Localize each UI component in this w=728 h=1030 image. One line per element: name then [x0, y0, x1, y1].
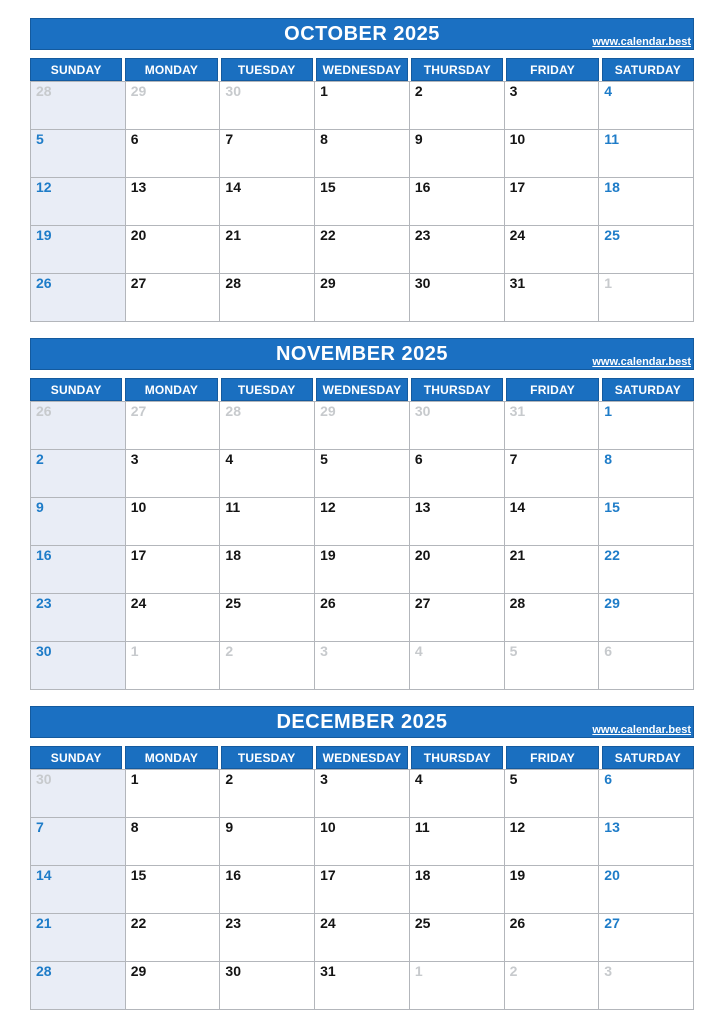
day-cell: 10 [505, 130, 599, 177]
day-cell: 3 [505, 82, 599, 129]
day-cell: 9 [31, 498, 125, 545]
weekday-header-wed: WEDNESDAY [316, 58, 408, 81]
day-cell: 2 [410, 82, 504, 129]
day-cell: 14 [220, 178, 314, 225]
day-cell: 12 [31, 178, 125, 225]
day-cell: 1 [599, 274, 693, 321]
day-cell: 30 [220, 962, 314, 1009]
day-cell: 3 [315, 642, 409, 689]
weekday-header-row [30, 378, 694, 401]
day-cell: 3 [126, 450, 220, 497]
month-title: OCTOBER 2025 [284, 22, 440, 45]
day-cell: 15 [126, 866, 220, 913]
weekday-header-fri: FRIDAY [506, 746, 598, 769]
day-cell: 2 [220, 770, 314, 817]
day-cell: 1 [599, 402, 693, 449]
day-cell: 4 [410, 770, 504, 817]
day-cell: 18 [220, 546, 314, 593]
weekday-header-sun: SUNDAY [30, 58, 122, 81]
day-cell: 12 [505, 818, 599, 865]
weekday-header-sat: SATURDAY [602, 746, 694, 769]
month-grid [30, 769, 694, 1010]
month-grid [30, 81, 694, 322]
day-cell: 3 [315, 770, 409, 817]
day-cell: 30 [410, 402, 504, 449]
weekday-header-sun: SUNDAY [30, 378, 122, 401]
weekday-header-wed: WEDNESDAY [316, 746, 408, 769]
day-cell: 5 [505, 770, 599, 817]
weekday-header-sun: SUNDAY [30, 746, 122, 769]
day-cell: 16 [220, 866, 314, 913]
day-cell: 23 [220, 914, 314, 961]
day-cell: 13 [599, 818, 693, 865]
day-cell: 22 [315, 226, 409, 273]
weekday-header-fri: FRIDAY [506, 58, 598, 81]
month-november-2025 [30, 338, 694, 690]
day-cell: 20 [126, 226, 220, 273]
weekday-header-tue: TUESDAY [221, 58, 313, 81]
day-cell: 30 [31, 642, 125, 689]
day-cell: 3 [599, 962, 693, 1009]
day-cell: 7 [220, 130, 314, 177]
day-cell: 29 [315, 274, 409, 321]
day-cell: 12 [315, 498, 409, 545]
day-cell: 4 [599, 82, 693, 129]
day-cell: 5 [31, 130, 125, 177]
day-cell: 8 [599, 450, 693, 497]
day-cell: 29 [599, 594, 693, 641]
day-cell: 13 [126, 178, 220, 225]
day-cell: 26 [31, 402, 125, 449]
day-cell: 27 [126, 274, 220, 321]
day-cell: 4 [410, 642, 504, 689]
day-cell: 29 [126, 962, 220, 1009]
day-cell: 7 [31, 818, 125, 865]
day-cell: 13 [410, 498, 504, 545]
day-cell: 20 [410, 546, 504, 593]
day-cell: 2 [505, 962, 599, 1009]
day-cell: 28 [220, 274, 314, 321]
day-cell: 28 [220, 402, 314, 449]
day-cell: 26 [505, 914, 599, 961]
day-cell: 27 [410, 594, 504, 641]
day-cell: 8 [315, 130, 409, 177]
day-cell: 17 [315, 866, 409, 913]
day-cell: 22 [126, 914, 220, 961]
day-cell: 16 [410, 178, 504, 225]
day-cell: 1 [126, 770, 220, 817]
day-cell: 11 [410, 818, 504, 865]
day-cell: 9 [410, 130, 504, 177]
day-cell: 5 [315, 450, 409, 497]
day-cell: 28 [505, 594, 599, 641]
day-cell: 25 [410, 914, 504, 961]
weekday-header-wed: WEDNESDAY [316, 378, 408, 401]
day-cell: 2 [220, 642, 314, 689]
day-cell: 4 [220, 450, 314, 497]
day-cell: 1 [126, 642, 220, 689]
day-cell: 15 [599, 498, 693, 545]
day-cell: 6 [599, 642, 693, 689]
weekday-header-tue: TUESDAY [221, 746, 313, 769]
day-cell: 22 [599, 546, 693, 593]
month-title-bar [30, 338, 694, 370]
day-cell: 30 [220, 82, 314, 129]
weekday-header-tue: TUESDAY [221, 378, 313, 401]
day-cell: 29 [315, 402, 409, 449]
weekday-header-sat: SATURDAY [602, 58, 694, 81]
weekday-header-mon: MONDAY [125, 378, 217, 401]
weekday-header-mon: MONDAY [125, 746, 217, 769]
day-cell: 16 [31, 546, 125, 593]
day-cell: 2 [31, 450, 125, 497]
day-cell: 17 [505, 178, 599, 225]
day-cell: 17 [126, 546, 220, 593]
day-cell: 6 [410, 450, 504, 497]
day-cell: 6 [599, 770, 693, 817]
calendar-page [30, 0, 694, 1010]
calendar-best-link[interactable]: www.calendar.best [592, 356, 691, 368]
month-grid [30, 401, 694, 690]
day-cell: 29 [126, 82, 220, 129]
day-cell: 7 [505, 450, 599, 497]
day-cell: 21 [505, 546, 599, 593]
day-cell: 31 [505, 274, 599, 321]
weekday-header-thu: THURSDAY [411, 378, 503, 401]
day-cell: 5 [505, 642, 599, 689]
day-cell: 15 [315, 178, 409, 225]
day-cell: 18 [410, 866, 504, 913]
day-cell: 9 [220, 818, 314, 865]
day-cell: 24 [126, 594, 220, 641]
month-title: DECEMBER 2025 [276, 710, 448, 733]
weekday-header-row [30, 746, 694, 769]
month-december-2025 [30, 706, 694, 1010]
month-october-2025 [30, 18, 694, 322]
day-cell: 26 [315, 594, 409, 641]
day-cell: 10 [315, 818, 409, 865]
day-cell: 26 [31, 274, 125, 321]
day-cell: 19 [315, 546, 409, 593]
day-cell: 21 [31, 914, 125, 961]
day-cell: 11 [220, 498, 314, 545]
day-cell: 21 [220, 226, 314, 273]
day-cell: 6 [126, 130, 220, 177]
day-cell: 27 [599, 914, 693, 961]
day-cell: 11 [599, 130, 693, 177]
weekday-header-thu: THURSDAY [411, 58, 503, 81]
day-cell: 24 [315, 914, 409, 961]
day-cell: 1 [410, 962, 504, 1009]
day-cell: 18 [599, 178, 693, 225]
day-cell: 19 [31, 226, 125, 273]
weekday-header-mon: MONDAY [125, 58, 217, 81]
day-cell: 27 [126, 402, 220, 449]
day-cell: 28 [31, 962, 125, 1009]
calendar-best-link[interactable]: www.calendar.best [592, 724, 691, 736]
weekday-header-sat: SATURDAY [602, 378, 694, 401]
month-title-bar [30, 18, 694, 50]
day-cell: 19 [505, 866, 599, 913]
day-cell: 10 [126, 498, 220, 545]
month-title-bar [30, 706, 694, 738]
day-cell: 1 [315, 82, 409, 129]
weekday-header-row [30, 58, 694, 81]
day-cell: 20 [599, 866, 693, 913]
weekday-header-fri: FRIDAY [506, 378, 598, 401]
month-title: NOVEMBER 2025 [275, 342, 449, 365]
day-cell: 28 [31, 82, 125, 129]
day-cell: 14 [505, 498, 599, 545]
day-cell: 8 [126, 818, 220, 865]
day-cell: 14 [31, 866, 125, 913]
day-cell: 25 [599, 226, 693, 273]
day-cell: 31 [505, 402, 599, 449]
calendar-best-link[interactable]: www.calendar.best [592, 36, 691, 48]
day-cell: 24 [505, 226, 599, 273]
day-cell: 30 [410, 274, 504, 321]
day-cell: 23 [410, 226, 504, 273]
day-cell: 25 [220, 594, 314, 641]
weekday-header-thu: THURSDAY [411, 746, 503, 769]
day-cell: 30 [31, 770, 125, 817]
day-cell: 23 [31, 594, 125, 641]
day-cell: 31 [315, 962, 409, 1009]
